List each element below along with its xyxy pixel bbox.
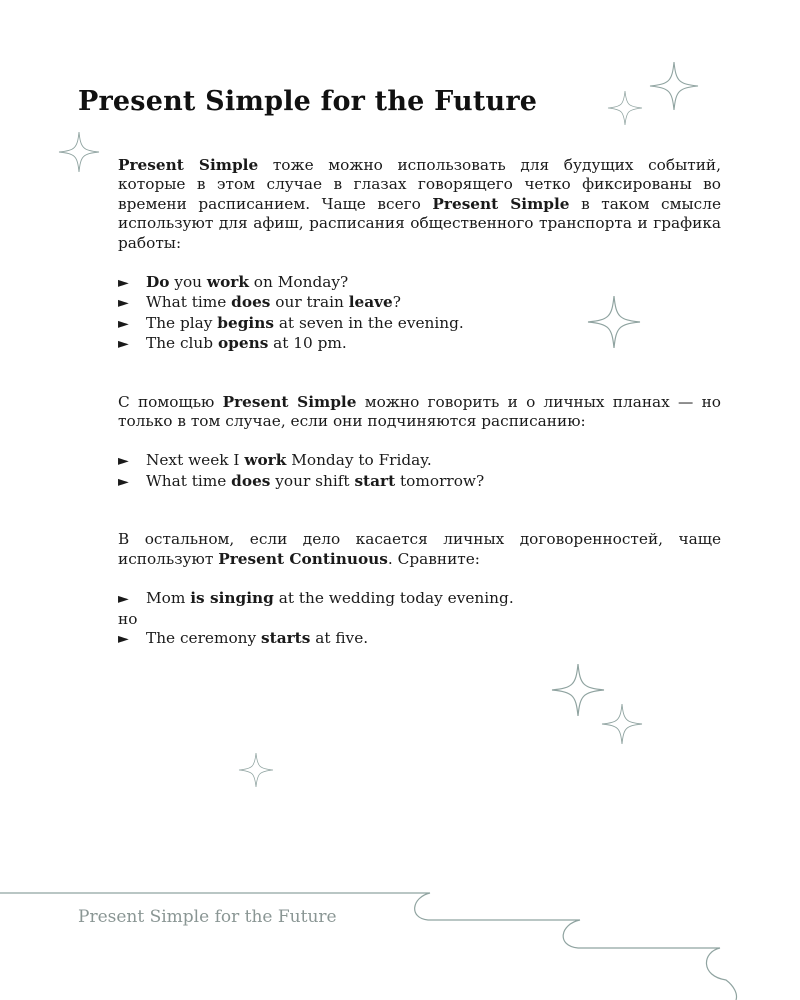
- bullet-arrow-icon: ►: [118, 315, 129, 332]
- paragraph-text: тоже можно использовать для будущих событий, которые в этом случае в глазах говорящего четко фиксированы во времени расписанием. Чаще всего: [118, 156, 721, 213]
- sparkle-icon: [239, 753, 273, 787]
- example-item: ► Next week I work Monday to Friday.: [118, 451, 721, 471]
- paragraph-intro: [118, 156, 721, 253]
- page-title: Present Simple for the Future: [78, 86, 538, 117]
- bullet-arrow-icon: ►: [118, 473, 129, 490]
- example-list-schedule: [118, 273, 721, 355]
- bold-term: Present Continuous: [218, 549, 388, 568]
- example-item: ► Do you work on Monday?: [118, 273, 721, 293]
- example-item: ► What time does your shift start tomorrow?: [118, 472, 721, 492]
- sparkle-icon: [608, 91, 642, 125]
- bold-term: Present Simple: [118, 156, 259, 174]
- connector-word: но: [118, 609, 138, 628]
- example-list-compare-2: [118, 629, 721, 649]
- bullet-arrow-icon: ►: [118, 630, 129, 647]
- bullet-arrow-icon: ►: [118, 591, 129, 608]
- paragraph-compare: В остальном, если дело касается личных договоренностей, чаще используют Present Continuous. Сравните:: [118, 530, 721, 568]
- bullet-arrow-icon: ►: [118, 295, 129, 312]
- sparkle-icon: [552, 664, 604, 716]
- bullet-arrow-icon: ►: [118, 336, 129, 353]
- example-list-compare: [118, 589, 721, 609]
- sparkle-icon: [650, 62, 698, 110]
- footer-title: Present Simple for the Future: [78, 907, 337, 927]
- bullet-arrow-icon: ►: [118, 453, 129, 470]
- bullet-arrow-icon: ►: [118, 275, 129, 292]
- example-item: ► The club opens at 10 pm.: [118, 334, 721, 354]
- bold-term: Present Simple: [222, 392, 357, 411]
- example-item: ► The play begins at seven in the evening.: [118, 314, 721, 334]
- content: [118, 156, 721, 649]
- paragraph-text: в таком смысле используют для афиш, расписания общественного транспорта и графика работы:: [118, 194, 721, 252]
- example-item: ► Mom is singing at the wedding today evening.: [118, 589, 721, 609]
- example-item: ► What time does our train leave?: [118, 293, 721, 313]
- paragraph-personal-plans: С помощью Present Simple можно говорить и о личных планах — но только в том случае, если они подчиняются расписанию:: [118, 392, 721, 431]
- bold-term: Present Simple: [432, 194, 570, 213]
- sparkle-icon: [59, 132, 99, 172]
- sparkle-icon: [602, 704, 642, 744]
- example-item: ► The ceremony starts at five.: [118, 629, 721, 649]
- example-list-personal: [118, 451, 721, 492]
